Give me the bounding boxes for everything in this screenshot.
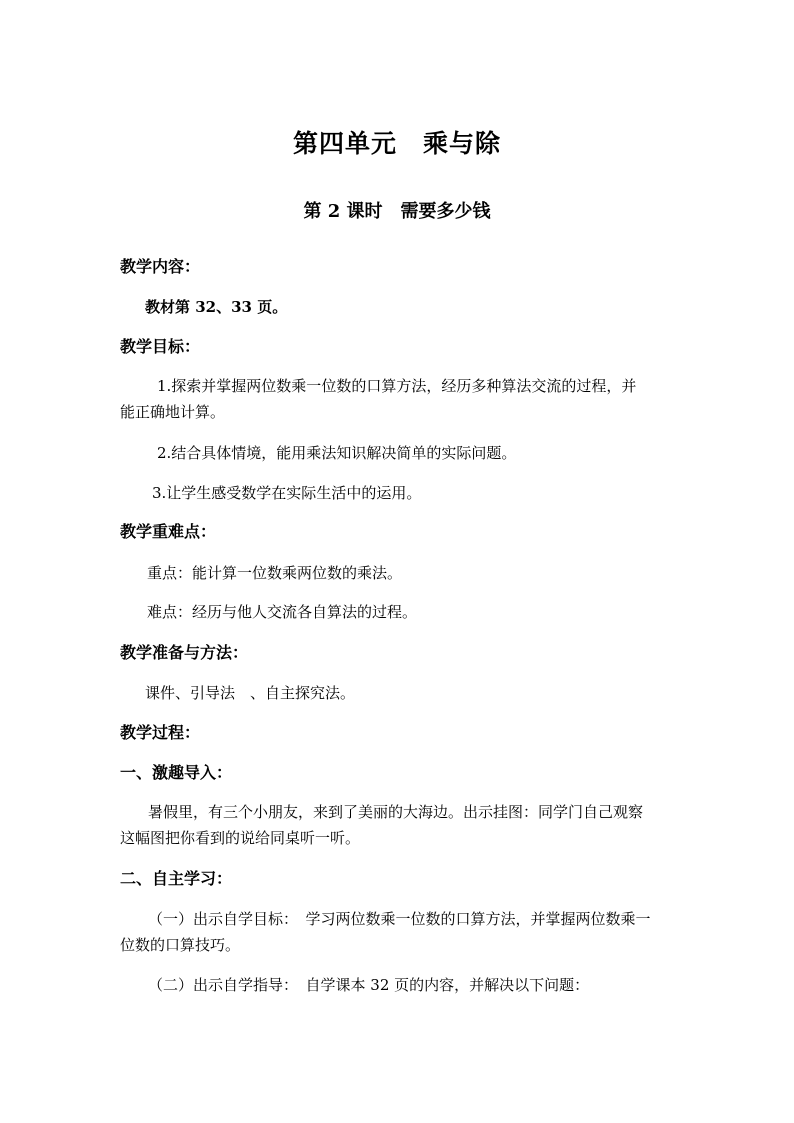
prep-text: 课件、引导法 、自主探究法。 xyxy=(145,684,356,702)
goal-1-line2: 能正确地计算。 xyxy=(120,403,226,421)
content-text: 教材第 32、33 页。 xyxy=(145,298,288,316)
section1-heading: 一、激趣导入： xyxy=(120,763,233,782)
goal-3: 3.让学生感受数学在实际生活中的运用。 xyxy=(152,484,422,502)
lesson-title: 第 2 课时 需要多少钱 xyxy=(303,201,491,222)
difficulty-text: 难点：经历与他人交流各自算法的过程。 xyxy=(147,603,418,621)
goal-1-line1: 1.探索并掌握两位数乘一位数的口算方法，经历多种算法交流的过程，并 xyxy=(157,377,637,395)
section2-item1-line2: 位数的口算技巧。 xyxy=(120,936,241,954)
section2-item2: （二）出示自学指导： 自学课本 32 页的内容，并解决以下问题： xyxy=(148,976,590,994)
goals-heading: 教学目标： xyxy=(120,337,201,356)
keypoints-heading: 教学重难点： xyxy=(120,522,217,541)
unit-title: 第四单元 乘与除 xyxy=(292,129,501,158)
keypoint-text: 重点：能计算一位数乘两位数的乘法。 xyxy=(147,564,403,582)
section2-item1-line1: （一）出示自学目标： 学习两位数乘一位数的口算方法，并掌握两位数乘一 xyxy=(148,910,651,928)
prep-heading: 教学准备与方法： xyxy=(120,643,249,662)
content-heading: 教学内容： xyxy=(120,257,201,276)
process-heading: 教学过程： xyxy=(120,723,201,742)
goal-2: 2.结合具体情境，能用乘法知识解决简单的实际问题。 xyxy=(157,444,517,462)
section2-heading: 二、自主学习： xyxy=(120,869,233,888)
section1-line2: 这幅图把你看到的说给同桌听一听。 xyxy=(120,829,361,847)
section1-line1: 暑假里，有三个小朋友，来到了美丽的大海边。出示挂图：同学门自己观察 xyxy=(148,803,644,821)
